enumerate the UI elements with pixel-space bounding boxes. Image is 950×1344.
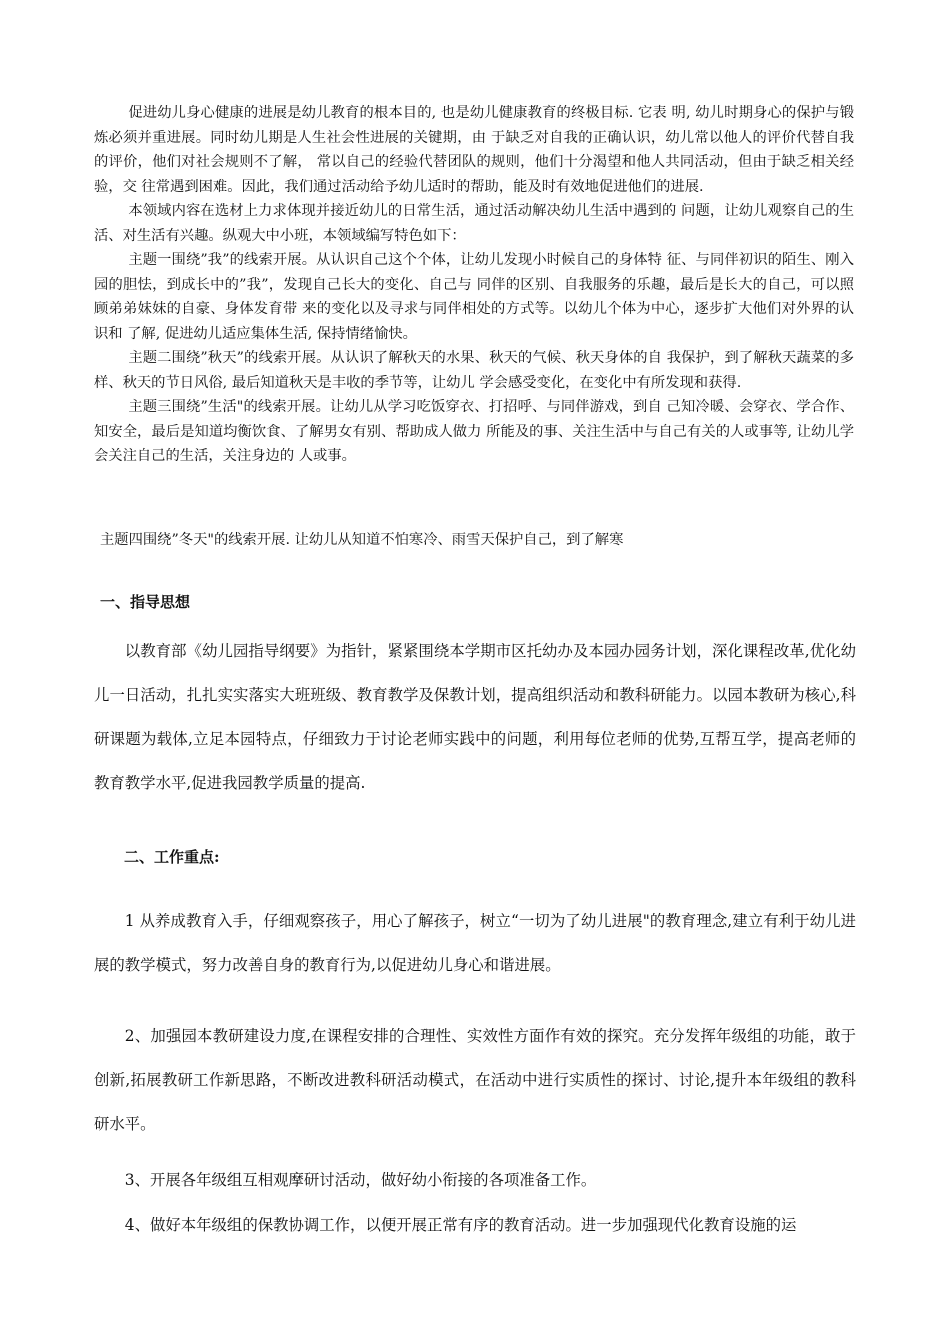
heading-work-focus: 二、工作重点: <box>124 848 220 866</box>
heading-guiding-thought: 一、指导思想 <box>100 593 191 611</box>
theme-2-paragraph: 主题二围绕”秋天”的线索开展。从认识了解秋天的水果、秋天的气候、秋天身体的自 我保护，到了解秋天蔬菜的多样、秋天的节日风俗, 最后知道秋天是丰收的季节等，让幼儿 学会感受变化，在变化中有所发现和获得. <box>94 350 854 391</box>
intro-paragraph-1: 促进幼儿身心健康的进展是幼儿教育的根本目的, 也是幼儿健康教育的终极目标. 它表 明, 幼儿时期身心的保护与锻炼必须并重进展。同时幼儿期是人生社会性进展的关键期，由 于缺乏对自我的正确认识，幼儿常以他人的评价代替自我的评价，他们对社会规则不了解， 常以自己的经验代替团队的规则，他们十分渴望和他人共同活动，但由于缺乏相关经验，交 往常遇到困难。因此，我们通过活动给予幼儿适时的帮助，能及时有效地促进他们的进展. <box>94 105 854 195</box>
theme-1-paragraph: 主题一围绕”我”的线索开展。从认识自己这个个体，让幼儿发现小时候自己的身体特 征、与同伴初识的陌生、刚入园的胆怯，到成长中的”我”，发现自己长大的变化、自己与 同伴的区别、自我服务的乐趣，最后是长大的自己，可以照顾弟弟妹妹的自豪、身体发育带 来的变化以及寻求与同伴相处的方式等。以幼儿个体为中心，逐步扩大他们对外界的认识和 了解, 促进幼儿适应集体生活, 保持情绪愉快。 <box>94 252 854 342</box>
work-item-4: 4、做好本年级组的保教协调工作，以便开展正常有序的教育活动。进一步加强现代化教育设施的运 <box>124 1216 797 1234</box>
work-item-3: 3、开展各年级组互相观摩研讨活动，做好幼小衔接的各项准备工作。 <box>124 1171 597 1189</box>
intro-section <box>94 101 854 469</box>
intro-paragraph-2: 本领域内容在选材上力求体现并接近幼儿的日常生活，通过活动解决幼儿生活中遇到的 问题，让幼儿观察自己的生活、对生活有兴趣。纵观大中小班，本领域编写特色如下： <box>94 203 854 244</box>
guiding-thought-paragraph: 以教育部《幼儿园指导纲要》为指针，紧紧围绕本学期市区托幼办及本园办园务计划，深化课程改革,优化幼儿一日活动，扎扎实实落实大班班级、教育教学及保教计划，提高组织活动和教科研能力。以园本教研为核心,科研课题为载体,立足本园特点，仔细致力于讨论老师实践中的问题，利用每位老师的优势,互帮互学，提高老师的教育教学水平,促进我园教学质量的提高. <box>94 642 856 792</box>
work-item-2: 2、加强园本教研建设力度,在课程安排的合理性、实效性方面作有效的探究。充分发挥年级组的功能，敢于创新,拓展教研工作新思路，不断改进教科研活动模式，在活动中进行实质性的探讨、讨论,提升本年级组的教科研水平。 <box>94 1027 856 1133</box>
theme-3-paragraph: 主题三围绕”生活"的线索开展。让幼儿从学习吃饭穿衣、打招呼、与同伴游戏，到自 己知冷暖、会穿衣、学合作、知安全，最后是知道均衡饮食、了解男女有别、帮助成人做力 所能及的事、关注生活中与自己有关的人或事等, 让幼儿学会关注自己的生活，关注身边的 人或事。 <box>94 399 854 464</box>
theme-4-line: 主题四围绕”冬天"的线索开展. 让幼儿从知道不怕寒冷、雨雪天保护自己，到了解寒 <box>100 532 624 548</box>
work-item-1: 1 从养成教育入手，仔细观察孩子，用心了解孩子，树立“一切为了幼儿进展"的教育理念,建立有利于幼儿进展的教学模式，努力改善自身的教育行为,以促进幼儿身心和谐进展。 <box>94 912 856 974</box>
